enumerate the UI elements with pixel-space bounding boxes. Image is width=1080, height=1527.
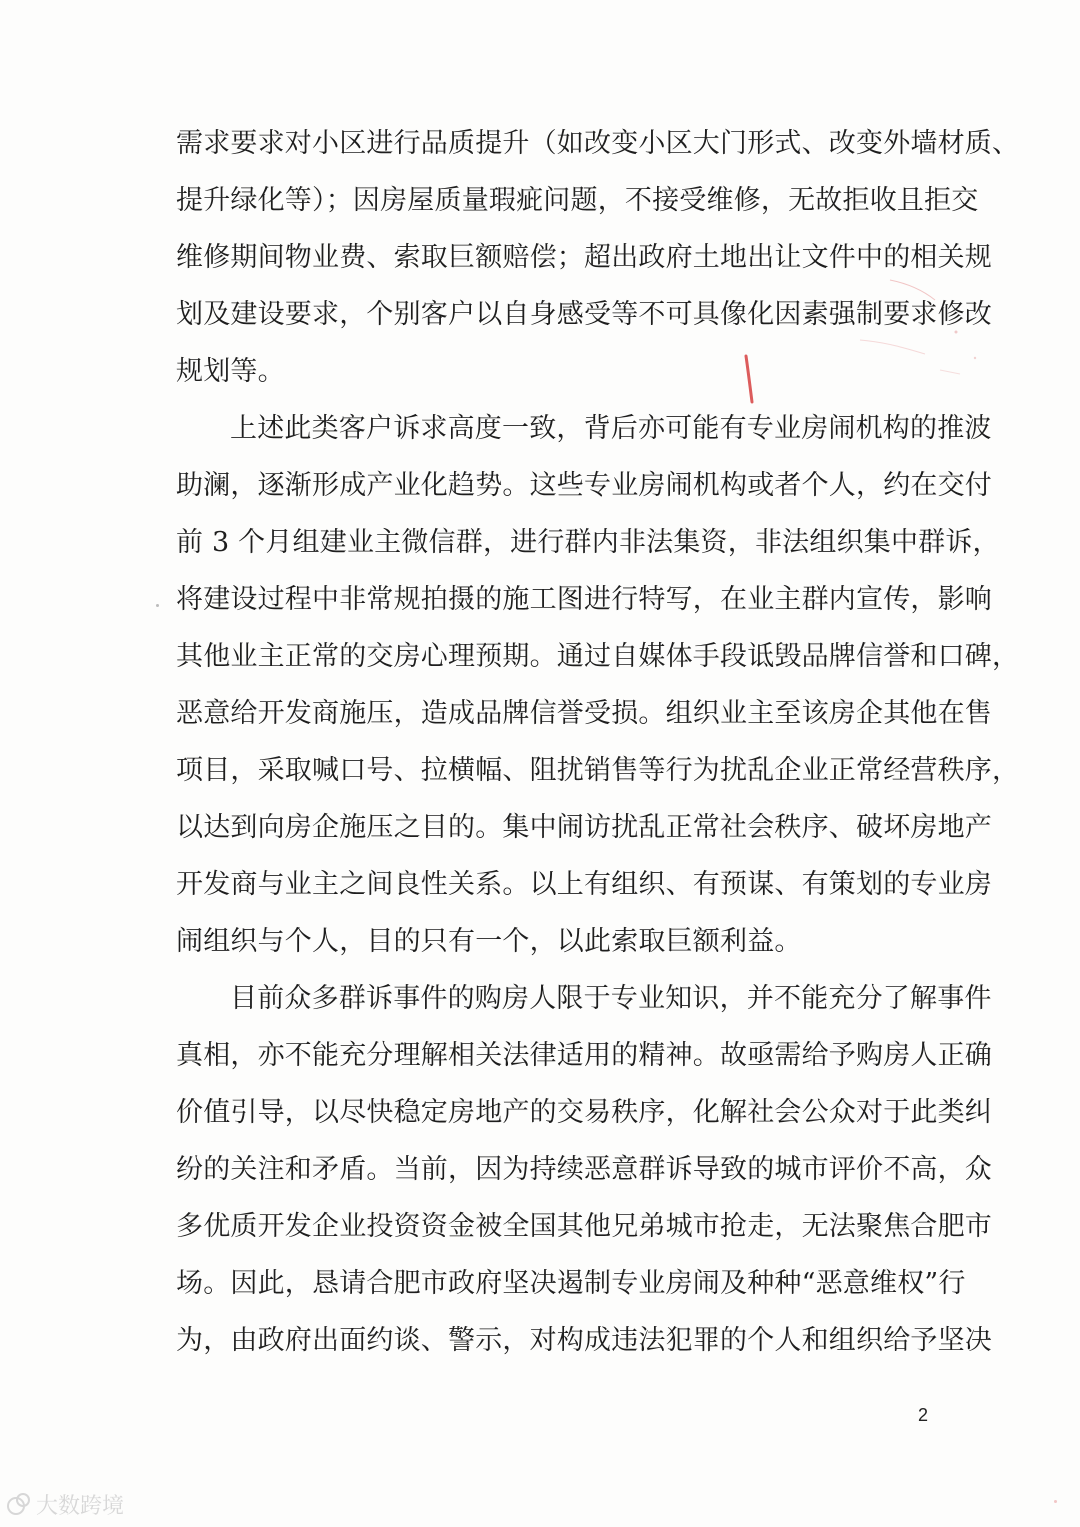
text-line: 提升绿化等）；因房屋质量瑕疵问题，不接受维修，无故拒收且拒交 <box>176 185 979 216</box>
text-line: 目前众多群诉事件的购房人限于专业知识，并不能充分了解事件 <box>230 983 992 1014</box>
text-line: 开发商与业主之间良性关系。以上有组织、有预谋、有策划的专业房 <box>176 869 992 900</box>
text-line: 助澜，逐渐形成产业化趋势。这些专业房闹机构或者个人，约在交付 <box>176 470 992 501</box>
text-line: 价值引导，以尽快稳定房地产的交易秩序，化解社会公众对于此类纠 <box>176 1097 992 1128</box>
scan-speck <box>1054 1500 1057 1503</box>
text-line: 恶意给开发商施压，造成品牌信誉受损。组织业主至该房企其他在售 <box>176 698 992 729</box>
text-line: 上述此类客户诉求高度一致，背后亦可能有专业房闹机构的推波 <box>230 413 992 444</box>
scan-speck <box>156 604 159 607</box>
text-line: 划及建设要求，个别客户以自身感受等不可具像化因素强制要求修改 <box>176 299 992 330</box>
text-line: 真相，亦不能充分理解相关法律适用的精神。故亟需给予购房人正确 <box>176 1040 992 1071</box>
text-line: 闹组织与个人，目的只有一个，以此索取巨额利益。 <box>176 926 802 957</box>
text-line: 项目，采取喊口号、拉横幅、阻扰销售等行为扰乱企业正常经营秩序， <box>176 755 1020 786</box>
text-line: 为，由政府出面约谈、警示，对构成违法犯罪的个人和组织给予坚决 <box>176 1325 992 1356</box>
text-line: 前 3 个月组建业主微信群，进行群内非法集资，非法组织集中群诉， <box>176 527 1000 558</box>
text-line: 纷的关注和矛盾。当前，因为持续恶意群诉导致的城市评价不高，众 <box>176 1154 992 1185</box>
watermark <box>6 1486 124 1522</box>
watermark-text: 大数跨境 <box>36 1493 125 1519</box>
page-number: 2 <box>918 1405 929 1425</box>
text-line: 多优质开发企业投资资金被全国其他兄弟城市抢走，无法聚焦合肥市 <box>176 1211 992 1242</box>
text-line: 以达到向房企施压之目的。集中闹访扰乱正常社会秩序、破坏房地产 <box>176 812 992 843</box>
text-line: 需求要求对小区进行品质提升（如改变小区大门形式、改变外墙材质、 <box>176 128 1020 159</box>
text-line: 其他业主正常的交房心理预期。通过自媒体手段诋毁品牌信誉和口碑， <box>176 641 1020 672</box>
text-line: 场。因此，恳请合肥市政府坚决遏制专业房闹及种种“恶意维权”行 <box>176 1268 966 1299</box>
text-line: 维修期间物业费、索取巨额赔偿；超出政府土地出让文件中的相关规 <box>176 242 992 273</box>
text-line: 将建设过程中非常规拍摄的施工图进行特写，在业主群内宣传，影响 <box>176 584 992 615</box>
text-line: 规划等。 <box>176 356 285 387</box>
watermark-logo-icon <box>6 1491 32 1517</box>
